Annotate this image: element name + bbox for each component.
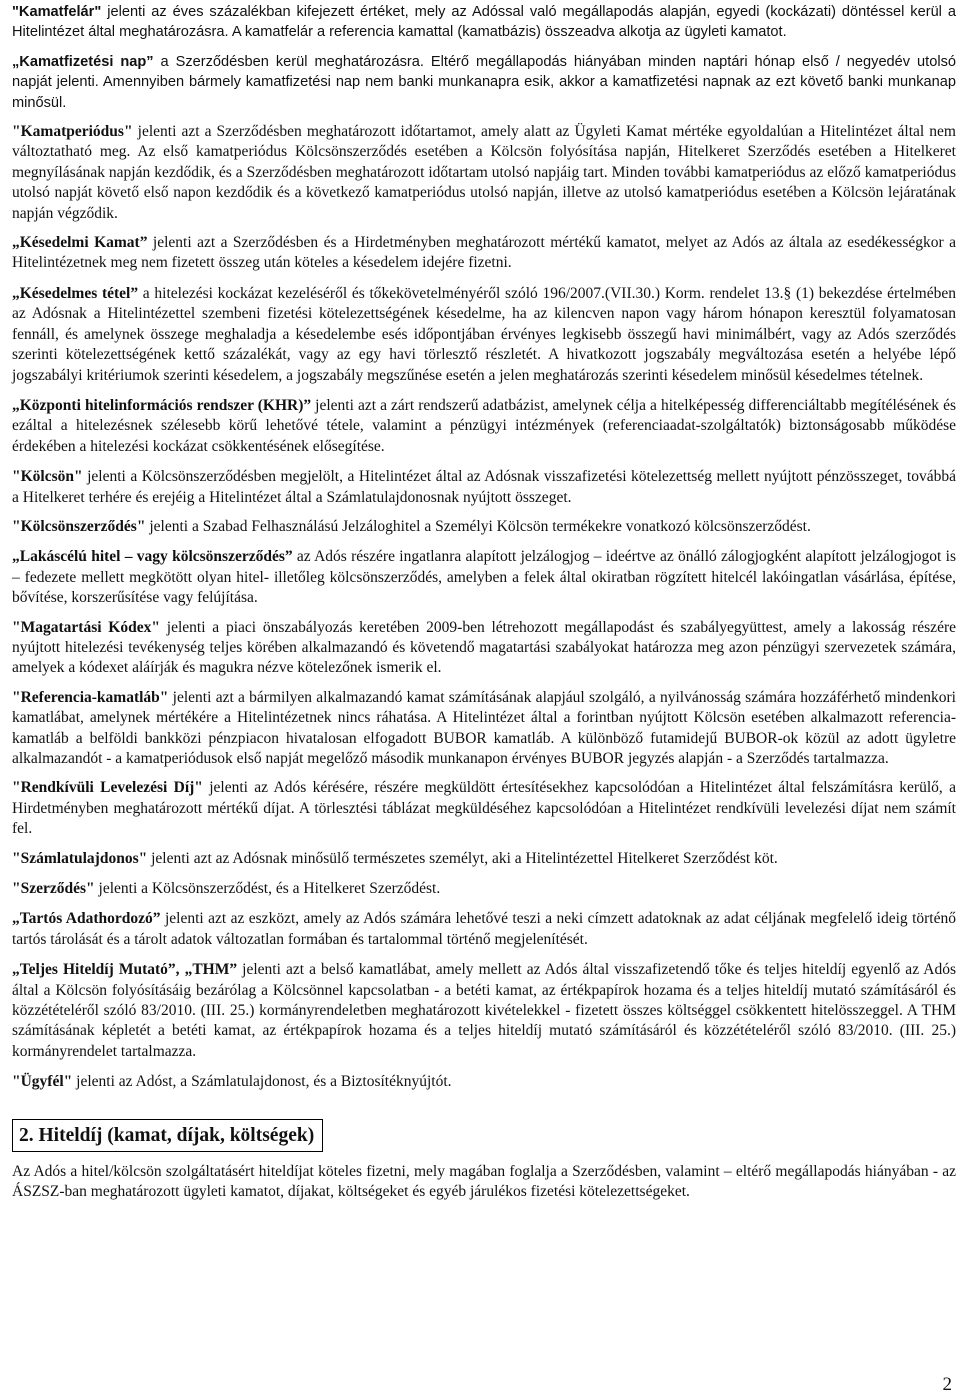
definition-text: jelenti azt a Szerződésben meghatározott időtartamot, amely alatt az Ügyleti Kamat mértéke egyoldalúan a Hitelintézet által nem változtatható meg. Az első kamatperiódus Kölcsönszerződés esetében a Kölcsön folyósítása napján, Hitelkeret Szerződés esetében a Hitelkeret megnyílásának napján kezdődik, és a Szerződésben meghatározott időtartam utolsó napjáig tart. Minden további kamatperiódus az előző kamatperiódus utolsó napját követő első napon kezdődik és a következő kamatperiódus utolsó napján, illetve az utolsó kamatperiódus esetében a Kölcsön lejáratának napján végződik. xyxy=(12,123,956,222)
term: "Számlatulajdonos" xyxy=(12,849,148,867)
term: "Kamatfelár" xyxy=(12,4,102,20)
definition-kolcson xyxy=(12,467,956,508)
section-paragraph: Az Adós a hitel/kölcsön szolgáltatásért hiteldíjat köteles fizetni, mely magában foglalja a Szerződésben, valamint – eltérő megállapodás hiányában - az ÁSZSZ-ban meghatározott ügyleti kamatot, díjakat, költségeket és egyéb járulékos fizetési kötelezettségeket. xyxy=(12,1162,956,1201)
definition-text: jelenti a Szabad Felhasználású Jelzáloghitel a Személyi Kölcsön termékekre vonatkozó kölcsönszerződést. xyxy=(145,517,811,535)
definition-khr xyxy=(12,396,956,457)
term: „Késedelmes tétel” xyxy=(12,284,139,302)
term: „Kamatfizetési nap” xyxy=(12,53,154,70)
definition-text: jelenti a Kölcsönszerződésben megjelölt, a Hitelintézet által az Adósnak visszafizetési kötelezettség mellett nyújtott pénzösszeget, továbbá a Hitelkeret terhére és erejéig a Hitelintézet által a Számlatulajdonosnak nyújtott összeget. xyxy=(12,468,956,506)
section-heading: 2. Hiteldíj (kamat, díjak, költségek) xyxy=(12,1119,323,1152)
term: "Kölcsön" xyxy=(12,468,83,486)
definition-text: az Adós részére ingatlanra alapított jelzálogjog – ideértve az önálló zálogjogként alapított jelzálogjogot is – fedezete mellett megkötött olyan hitel- illetőleg kölcsönszerződés, amelyben a felek által okiratban rögzített hitelcél lakóingatlan vásárlása, építése, bővítése, korszerűsítése vagy felújítása. xyxy=(12,548,956,607)
term: "Referencia-kamatláb" xyxy=(12,688,169,706)
definition-magatartasi-kodex xyxy=(12,618,956,679)
definition-kesedelmes-tetel xyxy=(12,284,956,386)
definition-thm xyxy=(12,960,956,1062)
term: "Kölcsönszerződés" xyxy=(12,517,146,535)
document-page xyxy=(12,2,956,1212)
definition-text: jelenti a piaci önszabályozás keretében 2009-ben létrehozott megállapodást és szabályegyüttest, amely a lakosság részére nyújtott hitelezési tevékenység teljes körében alkalmazandó és követendő magatartási szabályokat határozza meg azon pénzügyi szervezetek számára, amelyek a kódexet aláírják és magukra nézve kötelezőnek ismerik el. xyxy=(12,618,956,677)
definition-text: jelenti az éves százalékban kifejezett értéket, mely az Adóssal való megállapodás alapján, egyedi (kockázati) döntéssel kerül a Hitelintézet által meghatározásra. A kamatfelár a referencia kamattal (kamatbázis) összeadva alkotja az ügyleti kamatot. xyxy=(12,4,956,41)
definition-ugyfel xyxy=(12,1072,956,1092)
term: "Rendkívüli Levelezési Díj" xyxy=(12,779,203,797)
term: "Ügyfél" xyxy=(12,1073,73,1091)
definition-lakascelu-hitel xyxy=(12,547,956,608)
term: „Teljes Hiteldíj Mutató”, „THM” xyxy=(12,961,238,979)
definition-rendkivuli-levelezesi-dij xyxy=(12,778,956,839)
definition-szamlatulajdonos xyxy=(12,849,956,869)
definition-text: jelenti azt a bármilyen alkalmazandó kamat számításának alapjául szolgáló, a nyilvánosság számára hozzáférhető mindenkori kamatlábat, amelynek mértékére a Hitelintézetnek nincs ráhatása. A Hitelintézet által a forintban nyújtott Kölcsön esetében alkalmazott referencia-kamatláb a belföldi bankközi pénzpiacon hivatalosan elfogadott BUBOR kamatláb. A különböző futamidejű BUBOR-ok közül az adott ügyletre alkalmazandót - a kamatperiódusok első napját megelőző második munkanapon érvényes BUBOR jegyzés alapján - a Szerződés tartalmazza. xyxy=(12,688,956,767)
definition-kesedelmi-kamat xyxy=(12,233,956,274)
definition-text: jelenti azt a Szerződésben és a Hirdetményben meghatározott mértékű kamatot, melyet az Adós az általa az esedékességkor a Hitelintézetnek meg nem fizetett összeg után köteles a késedelem idejére fizetni. xyxy=(12,234,956,272)
definition-text: jelenti azt az eszközt, amely az Adós számára lehetővé teszi a neki címzett adatoknak az adat céljának megfelelő ideig történő tartós tárolását és a tárolt adatok változatlan formában és tartalommal történő megjelenítését. xyxy=(12,910,956,948)
definition-kamatfelar xyxy=(12,2,956,43)
definition-text: jelenti az Adós kérésére, részére megküldött értesítésekhez kapcsolódóan a Hitelintézet által felszámításra kerülő, a Hirdetményben meghatározott mértékű díjat. A törlesztési táblázat megküldéséhez kapcsolódóan a Hitelintézet rendkívüli levelezési díjat nem számít fel. xyxy=(12,779,956,838)
definition-text: jelenti az Adóst, a Számlatulajdonost, és a Biztosítéknyújtót. xyxy=(72,1073,452,1091)
definition-text: jelenti azt az Adósnak minősülő természetes személyt, aki a Hitelintézettel Hitelkeret Szerződést köt. xyxy=(147,849,778,867)
term: „Központi hitelinformációs rendszer (KHR)” xyxy=(12,396,312,414)
definition-kamatperiodus xyxy=(12,122,956,224)
definition-text: a Szerződésben kerül meghatározásra. Eltérő megállapodás hiányában minden naptári hónap első / negyedév utolsó napját jelenti. Amennyiben bármely kamatfizetési nap nem banki munkanapra esik, akkor a kamatfizetési napnak az ezt követő banki munkanap minősül. xyxy=(12,53,956,111)
definition-text: a hitelezési kockázat kezeléséről és tőkekövetelményéről szóló 196/2007.(VII.30.) Korm. rendelet 13.§ (1) bekezdése értelmében az Adósnak a Hitelintézettel szembeni fizetési kötelezettségének késedelme, ha az kilencven napon vagy három hónapon keresztül folyamatosan fennáll, és amelynek összege meghaladja a késedelembe esés időpontjában érvényes legkisebb összegű havi minimálbért, vagy az Adós szerződés szerinti kötelezettségének kettő százalékát, vagy az egy havi törlesztő részletét. A hivatkozott jogszabály megváltozása esetén a helyébe lépő jogszabályi kritériumok szerinti késedelem, a jogszabály megszűnése esetén a jelen meghatározás szerinti késedelem minősül késedelmes tételnek. xyxy=(12,284,956,384)
term: „Késedelmi Kamat” xyxy=(12,234,148,252)
term: "Szerződés" xyxy=(12,880,95,898)
definition-kamatfizetesi-nap xyxy=(12,52,956,113)
page-number: 2 xyxy=(942,1374,952,1395)
definition-szerzodes xyxy=(12,879,956,899)
term: "Kamatperiódus" xyxy=(12,123,133,141)
term: "Magatartási Kódex" xyxy=(12,618,160,636)
definition-text: jelenti azt a zárt rendszerű adatbázist, amelynek célja a hitelképesség differenciáltabb megítélésének és ezáltal a hitelezésnek szélesebb körű lehetővé tétele, valamint a pénzügyi intézmények (referenciaadat-szolgáltatók) biztonságosabb működése érdekében a hitelezési kockázat csökkentésének elősegítése. xyxy=(12,396,956,455)
definition-text: jelenti a Kölcsönszerződést, és a Hitelkeret Szerződést. xyxy=(94,880,441,898)
definition-tartos-adathordozo xyxy=(12,909,956,950)
term: „Tartós Adathordozó” xyxy=(12,910,161,928)
definition-kolcsonszerzodes xyxy=(12,517,956,537)
term: „Lakáscélú hitel – vagy kölcsönszerződés” xyxy=(12,548,293,566)
definition-text: jelenti azt a belső kamatlábat, amely mellett az Adós által visszafizetendő tőke és teljes hiteldíj egyenlő az Adós által a Kölcsön folyósításáig bezárólag a Kölcsönnel kapcsolatban - a betéti kamat, az értékpapírok hozama és a teljes hiteldíj mutató számításáról és közzétételéről szóló 83/2010. (III. 25.) kormányrendeletben meghatározott kivételekkel - fizetett összes költséggel csökkentett hitelösszeggel. A THM számításának képletét a betéti kamat, az értékpapírok hozama és a teljes hiteldíj mutató számításáról és közzétételéről szóló 83/2010. (III. 25.) kormányrendelet tartalmazza. xyxy=(12,961,956,1060)
definition-referencia-kamatlab xyxy=(12,688,956,770)
